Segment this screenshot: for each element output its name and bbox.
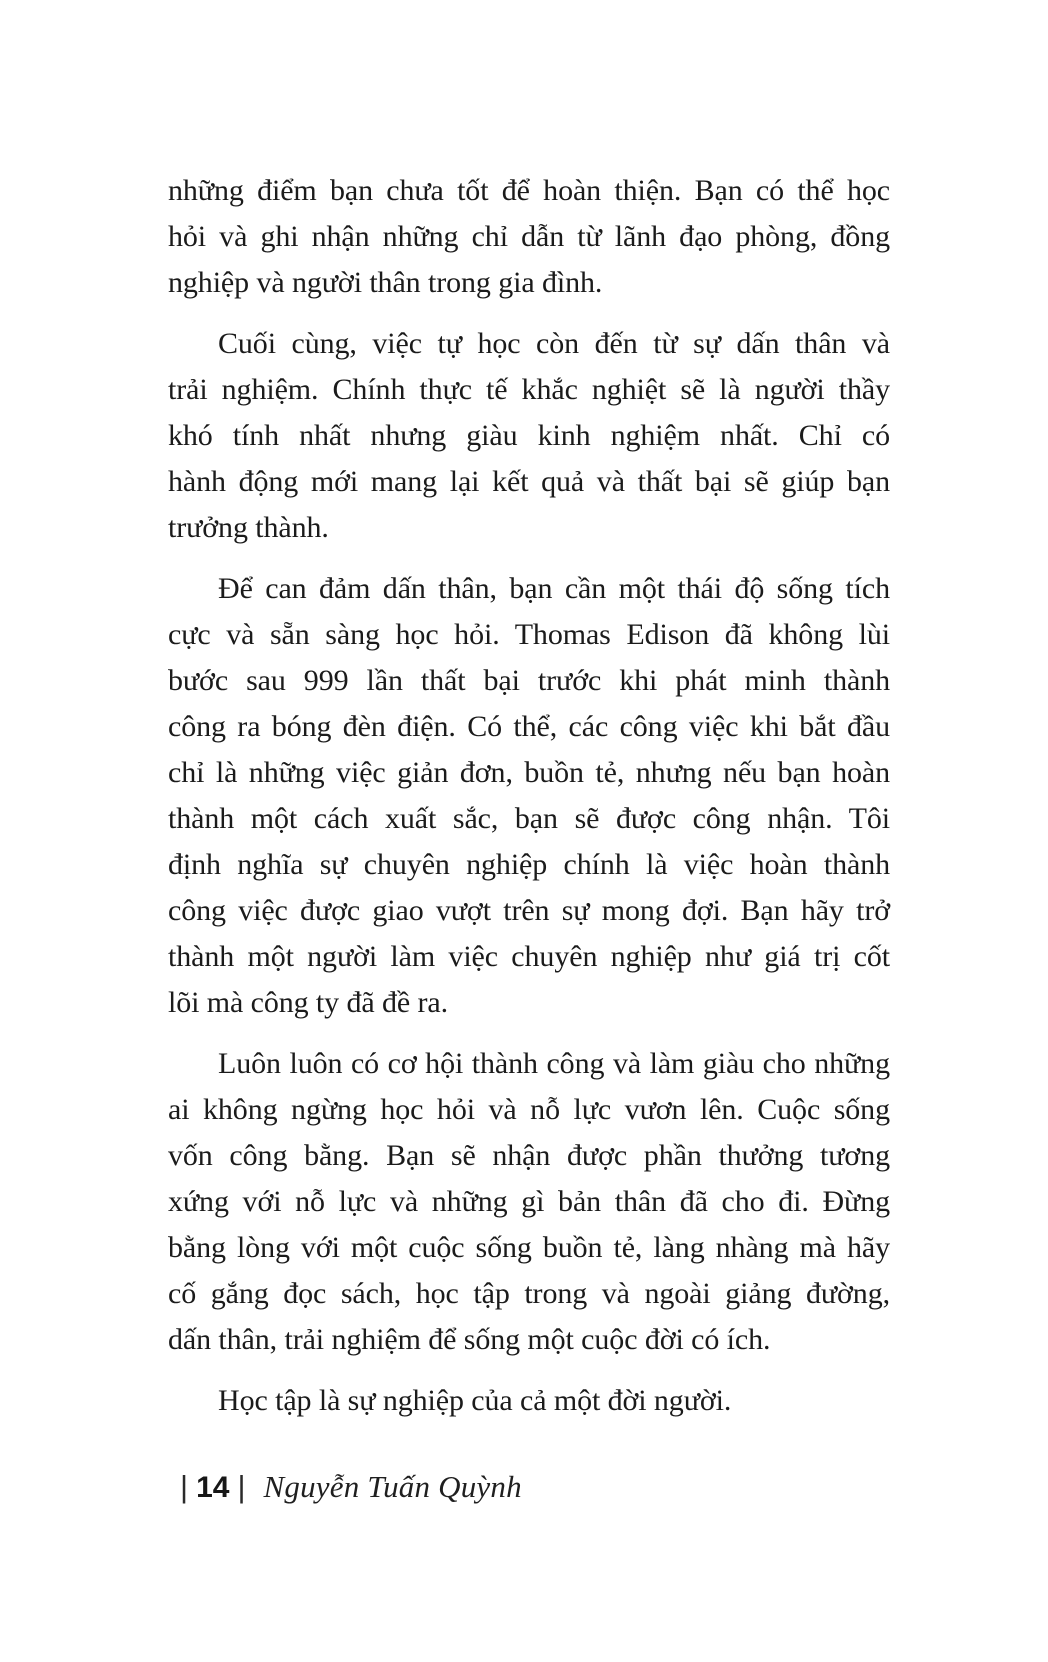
paragraph — [168, 566, 890, 1026]
paragraph — [168, 168, 890, 306]
text-line: hỏi và ghi nhận những chỉ dẫn từ lãnh đạo phòng, đồng — [168, 220, 890, 253]
text-line: lõi mà công ty đã đề ra. — [168, 986, 449, 1019]
text-line: thành một cách xuất sắc, bạn sẽ được công nhận. Tôi — [168, 802, 890, 835]
text-line: ai không ngừng học hỏi và nỗ lực vươn lên. Cuộc sống — [168, 1093, 890, 1126]
page-number: 14 — [196, 1471, 230, 1504]
footer-divider-left: | — [180, 1469, 189, 1504]
paragraph — [168, 321, 890, 551]
text-line: định nghĩa sự chuyên nghiệp chính là việc hoàn thành — [168, 848, 890, 881]
text-line: bước sau 999 lần thất bại trước khi phát minh thành — [168, 664, 890, 697]
text-line: những điểm bạn chưa tốt để hoàn thiện. Bạn có thể học — [168, 174, 890, 207]
text-line: Để can đảm dấn thân, bạn cần một thái độ sống tích — [218, 572, 890, 605]
text-line: xứng với nỗ lực và những gì bản thân đã cho đi. Đừng — [168, 1185, 890, 1218]
page-footer — [180, 1467, 522, 1508]
text-line: thành một người làm việc chuyên nghiệp như giá trị cốt — [168, 940, 890, 973]
text-line: cực và sẵn sàng học hỏi. Thomas Edison đã không lùi — [168, 618, 890, 651]
footer-divider-right: | — [237, 1469, 246, 1504]
text-line: Học tập là sự nghiệp của cả một đời người. — [218, 1384, 732, 1417]
text-line: dấn thân, trải nghiệm để sống một cuộc đời có ích. — [168, 1323, 771, 1356]
footer-author: Nguyễn Tuấn Quỳnh — [263, 1469, 522, 1504]
text-line: cố gắng đọc sách, học tập trong và ngoài giảng đường, — [168, 1277, 890, 1310]
text-line: vốn công bằng. Bạn sẽ nhận được phần thưởng tương — [168, 1139, 890, 1172]
text-line: Cuối cùng, việc tự học còn đến từ sự dấn thân và — [218, 327, 890, 360]
text-line: bằng lòng với một cuộc sống buồn tẻ, làng nhàng mà hãy — [168, 1231, 890, 1264]
paragraph — [168, 1041, 890, 1363]
text-line: hành động mới mang lại kết quả và thất bại sẽ giúp bạn — [168, 465, 890, 498]
text-line: trải nghiệm. Chính thực tế khắc nghiệt sẽ là người thầy — [168, 373, 890, 406]
text-line: trưởng thành. — [168, 511, 329, 544]
text-line: Luôn luôn có cơ hội thành công và làm giàu cho những — [218, 1047, 890, 1080]
paragraph — [168, 1378, 890, 1424]
text-line: khó tính nhất nhưng giàu kinh nghiệm nhất. Chỉ có — [168, 419, 890, 452]
text-line: công việc được giao vượt trên sự mong đợi. Bạn hãy trở — [168, 894, 890, 927]
text-line: công ra bóng đèn điện. Có thể, các công việc khi bắt đầu — [168, 710, 890, 743]
text-line: chỉ là những việc giản đơn, buồn tẻ, nhưng nếu bạn hoàn — [168, 756, 890, 789]
body-text — [168, 168, 890, 1424]
text-line: nghiệp và người thân trong gia đình. — [168, 266, 603, 299]
